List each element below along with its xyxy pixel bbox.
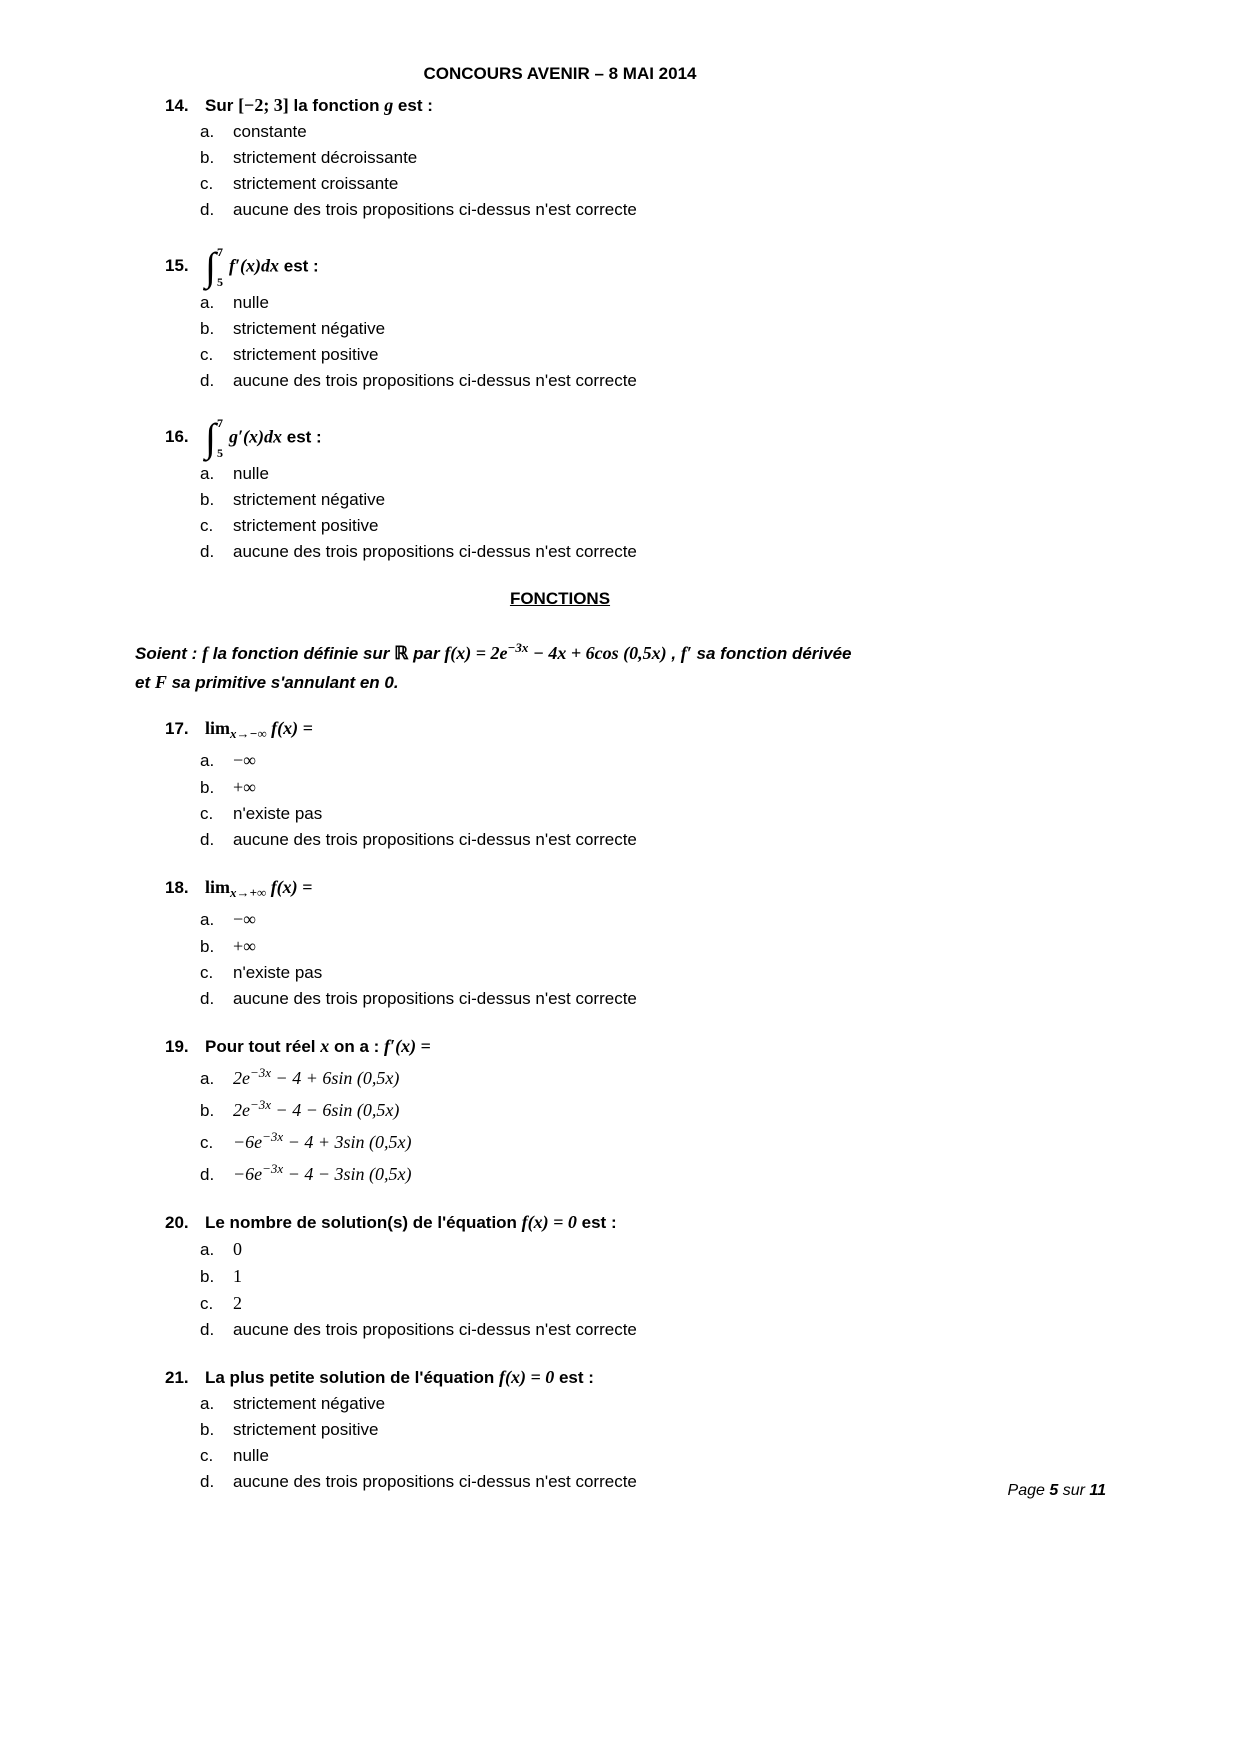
question-number: 19. <box>165 1037 189 1056</box>
option-letter: b. <box>200 1267 215 1286</box>
text-run: 5 <box>1049 1482 1059 1499</box>
text-run: f′(x)dx <box>228 255 280 276</box>
text-run: [−2; 3] <box>238 95 289 115</box>
text-run: est : <box>576 1213 617 1232</box>
text-run: f(x) = 0 <box>521 1212 577 1232</box>
text-run: strictement négative <box>233 319 386 338</box>
text-run: aucune des trois propositions ci-dessus n'est correcte <box>233 1472 637 1491</box>
text-run: g′(x)dx <box>228 426 283 447</box>
options-list <box>200 461 1240 565</box>
option-text <box>233 316 1240 342</box>
option-a <box>200 1060 1240 1092</box>
text-run: est : <box>393 96 433 115</box>
question-title-text <box>205 415 1240 461</box>
option-text <box>233 368 1240 394</box>
option-a <box>200 1236 1240 1263</box>
text-run: nulle <box>233 293 269 312</box>
text-run: n'existe pas <box>233 963 323 982</box>
options-list <box>200 906 1240 1012</box>
text-run: n'existe pas <box>233 804 323 823</box>
option-text <box>233 1060 1240 1092</box>
option-b <box>200 1092 1240 1124</box>
text-run: nulle <box>233 464 269 483</box>
option-letter: a. <box>200 293 215 312</box>
text-run: − 4 + 6sin (0,5x) <box>271 1068 400 1088</box>
text-run: strictement négative <box>233 490 386 509</box>
text-run: Sur <box>205 96 239 115</box>
option-b <box>200 316 1240 342</box>
option-letter: a. <box>200 751 215 770</box>
option-letter: c. <box>200 1133 214 1152</box>
text-run: strictement croissante <box>233 174 399 193</box>
option-c <box>200 513 1240 539</box>
question-title <box>165 1364 1240 1391</box>
option-b <box>200 487 1240 513</box>
text-run: est : <box>279 256 319 276</box>
text-run: aucune des trois propositions ci-dessus n'est correcte <box>233 830 637 849</box>
option-text <box>233 171 1240 197</box>
text-run: f′ <box>680 643 692 663</box>
question-number: 17. <box>165 719 189 738</box>
option-letter: c. <box>200 1294 214 1313</box>
text-run: Pour tout réel <box>205 1037 321 1056</box>
option-c <box>200 342 1240 368</box>
text-run: −3x <box>250 1097 272 1112</box>
option-letter: b. <box>200 778 215 797</box>
text-run: −3x <box>250 1065 272 1080</box>
text-run: x→+∞ <box>230 885 267 900</box>
option-text <box>233 801 1240 827</box>
text-run: sur <box>1058 1482 1090 1499</box>
option-text <box>233 1156 1240 1188</box>
option-letter: b. <box>200 319 215 338</box>
text-run: strictement positive <box>233 345 379 364</box>
text-run: −∞ <box>233 909 256 929</box>
option-text <box>233 1290 1240 1317</box>
option-d <box>200 986 1240 1012</box>
text-run: − 4 + 3sin (0,5x) <box>283 1132 412 1152</box>
option-letter: a. <box>200 122 215 141</box>
option-text <box>233 1092 1240 1124</box>
section-heading <box>140 586 980 611</box>
text-run: La plus petite solution de l'équation <box>205 1368 499 1387</box>
text-run: aucune des trois propositions ci-dessus n'est correcte <box>233 989 637 1008</box>
text-run: f(x) = 0 <box>499 1367 555 1387</box>
text-run: strictement négative <box>233 1394 386 1413</box>
option-text <box>233 197 1240 223</box>
option-letter: c. <box>200 516 214 535</box>
text-run: f <box>202 643 209 663</box>
question-18 <box>165 874 1240 1012</box>
text-run: est : <box>282 427 322 447</box>
question-20 <box>165 1209 1240 1343</box>
question-title <box>165 244 1240 290</box>
option-d <box>200 1156 1240 1188</box>
page-footer <box>1008 1481 1106 1501</box>
option-d <box>200 827 1240 853</box>
text-run: f(x) = <box>266 877 313 897</box>
option-b <box>200 1417 1240 1443</box>
option-letter: c. <box>200 963 214 982</box>
text-run: Page <box>1007 1482 1050 1499</box>
question-title-text <box>205 1364 1240 1391</box>
option-c <box>200 960 1240 986</box>
text-run: aucune des trois propositions ci-dessus n'est correcte <box>233 200 637 219</box>
options-list <box>200 1060 1240 1188</box>
integral-limits <box>216 244 223 290</box>
option-text <box>233 1124 1240 1156</box>
question-title <box>165 1209 1240 1236</box>
option-text <box>233 1443 1240 1469</box>
text-run: 2e <box>233 1100 250 1120</box>
text-run: aucune des trois propositions ci-dessus n'est correcte <box>233 1320 637 1339</box>
option-text <box>233 1417 1240 1443</box>
question-number: 14. <box>165 96 189 115</box>
text-run: f′(x) = <box>384 1036 431 1056</box>
text-run: −3x <box>262 1129 284 1144</box>
option-text <box>233 1263 1240 1290</box>
option-text <box>233 145 1240 171</box>
option-b <box>200 1263 1240 1290</box>
text-run: −6e <box>233 1132 263 1152</box>
text-run: 1 <box>233 1266 242 1286</box>
option-c <box>200 1124 1240 1156</box>
option-a <box>200 747 1240 774</box>
option-b <box>200 933 1240 960</box>
text-run: ℝ <box>394 643 409 663</box>
text-run: la fonction définie sur <box>208 644 395 663</box>
option-text <box>233 119 1240 145</box>
text-run: est : <box>554 1368 594 1387</box>
question-17 <box>165 715 1240 853</box>
text-run: −3x <box>262 1161 284 1176</box>
option-a <box>200 1391 1240 1417</box>
option-letter: c. <box>200 1446 214 1465</box>
option-d <box>200 1317 1240 1343</box>
text-run: − 4x + 6cos (0,5x) <box>528 643 667 663</box>
text-run: x→−∞ <box>230 726 267 741</box>
option-c <box>200 171 1240 197</box>
text-run: , <box>666 644 681 663</box>
option-d <box>200 539 1240 565</box>
question-title-text <box>205 874 1240 906</box>
option-letter: a. <box>200 910 215 929</box>
page-footer-text <box>1008 1482 1106 1499</box>
integral-sign: ∫ <box>205 244 216 289</box>
text-run: 0 <box>233 1239 242 1259</box>
integral-lower-bound: 5 <box>216 275 223 289</box>
text-run: par <box>408 644 445 663</box>
question-number: 16. <box>165 427 189 447</box>
question-number: 15. <box>165 256 189 276</box>
text-run: la fonction <box>288 96 385 115</box>
text-run: aucune des trois propositions ci-dessus n'est correcte <box>233 371 637 390</box>
option-text <box>233 1391 1240 1417</box>
question-title <box>165 1033 1240 1060</box>
option-text <box>233 933 1240 960</box>
option-b <box>200 145 1240 171</box>
option-text <box>233 827 1240 853</box>
option-text <box>233 906 1240 933</box>
intro-paragraph <box>135 633 1120 697</box>
integral-upper-bound: 7 <box>216 245 223 259</box>
option-letter: d. <box>200 1165 215 1184</box>
options-list <box>200 747 1240 853</box>
text-run: sa primitive s'annulant en 0. <box>166 673 399 692</box>
intro-line-1 <box>135 633 1120 668</box>
option-text <box>233 1317 1240 1343</box>
option-letter: d. <box>200 371 215 390</box>
question-21 <box>165 1364 1240 1495</box>
option-text <box>233 539 1240 565</box>
option-letter: b. <box>200 937 215 956</box>
section-heading-text: FONCTIONS <box>509 589 611 608</box>
integral-lower-bound: 5 <box>216 446 223 460</box>
integral-limits <box>216 415 223 461</box>
option-letter: b. <box>200 1101 215 1120</box>
text-run: strictement décroissante <box>233 148 418 167</box>
question-15 <box>165 244 1240 394</box>
text-run: strictement positive <box>233 516 379 535</box>
text-run: strictement positive <box>233 1420 379 1439</box>
question-title-text <box>205 1033 1240 1060</box>
option-d <box>200 197 1240 223</box>
option-text <box>233 986 1240 1012</box>
question-title-text <box>205 1209 1240 1236</box>
questions-section-2 <box>0 715 1240 1495</box>
text-run: x <box>320 1036 330 1056</box>
option-letter: c. <box>200 345 214 364</box>
question-title-text <box>205 244 1240 290</box>
option-a <box>200 906 1240 933</box>
question-19 <box>165 1033 1240 1188</box>
option-letter: c. <box>200 174 214 193</box>
text-run: Soient : <box>135 644 203 663</box>
question-number: 21. <box>165 1368 189 1387</box>
option-letter: d. <box>200 1320 215 1339</box>
option-d <box>200 368 1240 394</box>
option-letter: d. <box>200 830 215 849</box>
option-letter: b. <box>200 490 215 509</box>
text-run: sa fonction dérivée <box>691 644 852 663</box>
option-letter: a. <box>200 1394 215 1413</box>
question-title <box>165 874 1240 906</box>
option-letter: d. <box>200 989 215 1008</box>
option-c <box>200 801 1240 827</box>
options-list <box>200 290 1240 394</box>
option-letter: b. <box>200 1420 215 1439</box>
option-c <box>200 1443 1240 1469</box>
intro-line-2 <box>135 668 1120 697</box>
text-run: +∞ <box>233 936 256 956</box>
option-letter: d. <box>200 1472 215 1491</box>
integral-symbol <box>205 415 223 461</box>
option-letter: b. <box>200 148 215 167</box>
option-text <box>233 461 1240 487</box>
text-run: − 4 − 3sin (0,5x) <box>283 1164 412 1184</box>
questions-section-1 <box>0 92 1240 565</box>
text-run: f(x) = 2e <box>444 643 508 663</box>
option-a <box>200 290 1240 316</box>
option-text <box>233 774 1240 801</box>
text-run: − 4 − 6sin (0,5x) <box>271 1100 400 1120</box>
text-run: et <box>135 673 155 692</box>
option-letter: a. <box>200 1240 215 1259</box>
option-text <box>233 513 1240 539</box>
options-list <box>200 1236 1240 1343</box>
option-text <box>233 487 1240 513</box>
option-b <box>200 774 1240 801</box>
text-run: constante <box>233 122 307 141</box>
option-letter: a. <box>200 1069 215 1088</box>
option-text <box>233 290 1240 316</box>
option-text <box>233 342 1240 368</box>
text-run: on a : <box>329 1037 385 1056</box>
question-title <box>165 715 1240 747</box>
option-text <box>233 960 1240 986</box>
option-letter: d. <box>200 200 215 219</box>
options-list <box>200 119 1240 223</box>
option-c <box>200 1290 1240 1317</box>
text-run: 11 <box>1089 1482 1106 1499</box>
option-letter: a. <box>200 464 215 483</box>
option-text <box>233 1236 1240 1263</box>
document-header: CONCOURS AVENIR – 8 MAI 2014 <box>423 64 697 83</box>
integral-sign: ∫ <box>205 415 216 460</box>
text-run: 2 <box>233 1293 242 1313</box>
text-run: −6e <box>233 1164 263 1184</box>
question-title <box>165 415 1240 461</box>
text-run: F <box>154 672 167 692</box>
integral-upper-bound: 7 <box>216 416 223 430</box>
text-run: f(x) = <box>266 718 313 738</box>
text-run: −3x <box>507 640 529 655</box>
option-letter: c. <box>200 804 214 823</box>
question-16 <box>165 415 1240 565</box>
options-list <box>200 1391 1240 1495</box>
question-title <box>165 92 1240 119</box>
option-text <box>233 747 1240 774</box>
integral-symbol <box>205 244 223 290</box>
question-number: 20. <box>165 1213 189 1232</box>
text-run: g <box>384 95 394 115</box>
question-title-text <box>205 92 1240 119</box>
text-run: −∞ <box>233 750 256 770</box>
question-title-text <box>205 715 1240 747</box>
text-run: +∞ <box>233 777 256 797</box>
text-run: 2e <box>233 1068 250 1088</box>
text-run: Le nombre de solution(s) de l'équation <box>205 1213 522 1232</box>
text-run: nulle <box>233 1446 269 1465</box>
text-run: aucune des trois propositions ci-dessus n'est correcte <box>233 542 637 561</box>
text-run: lim <box>205 718 230 738</box>
text-run: lim <box>205 877 230 897</box>
option-letter: d. <box>200 542 215 561</box>
question-number: 18. <box>165 878 189 897</box>
question-14 <box>165 92 1240 223</box>
option-a <box>200 461 1240 487</box>
option-a <box>200 119 1240 145</box>
